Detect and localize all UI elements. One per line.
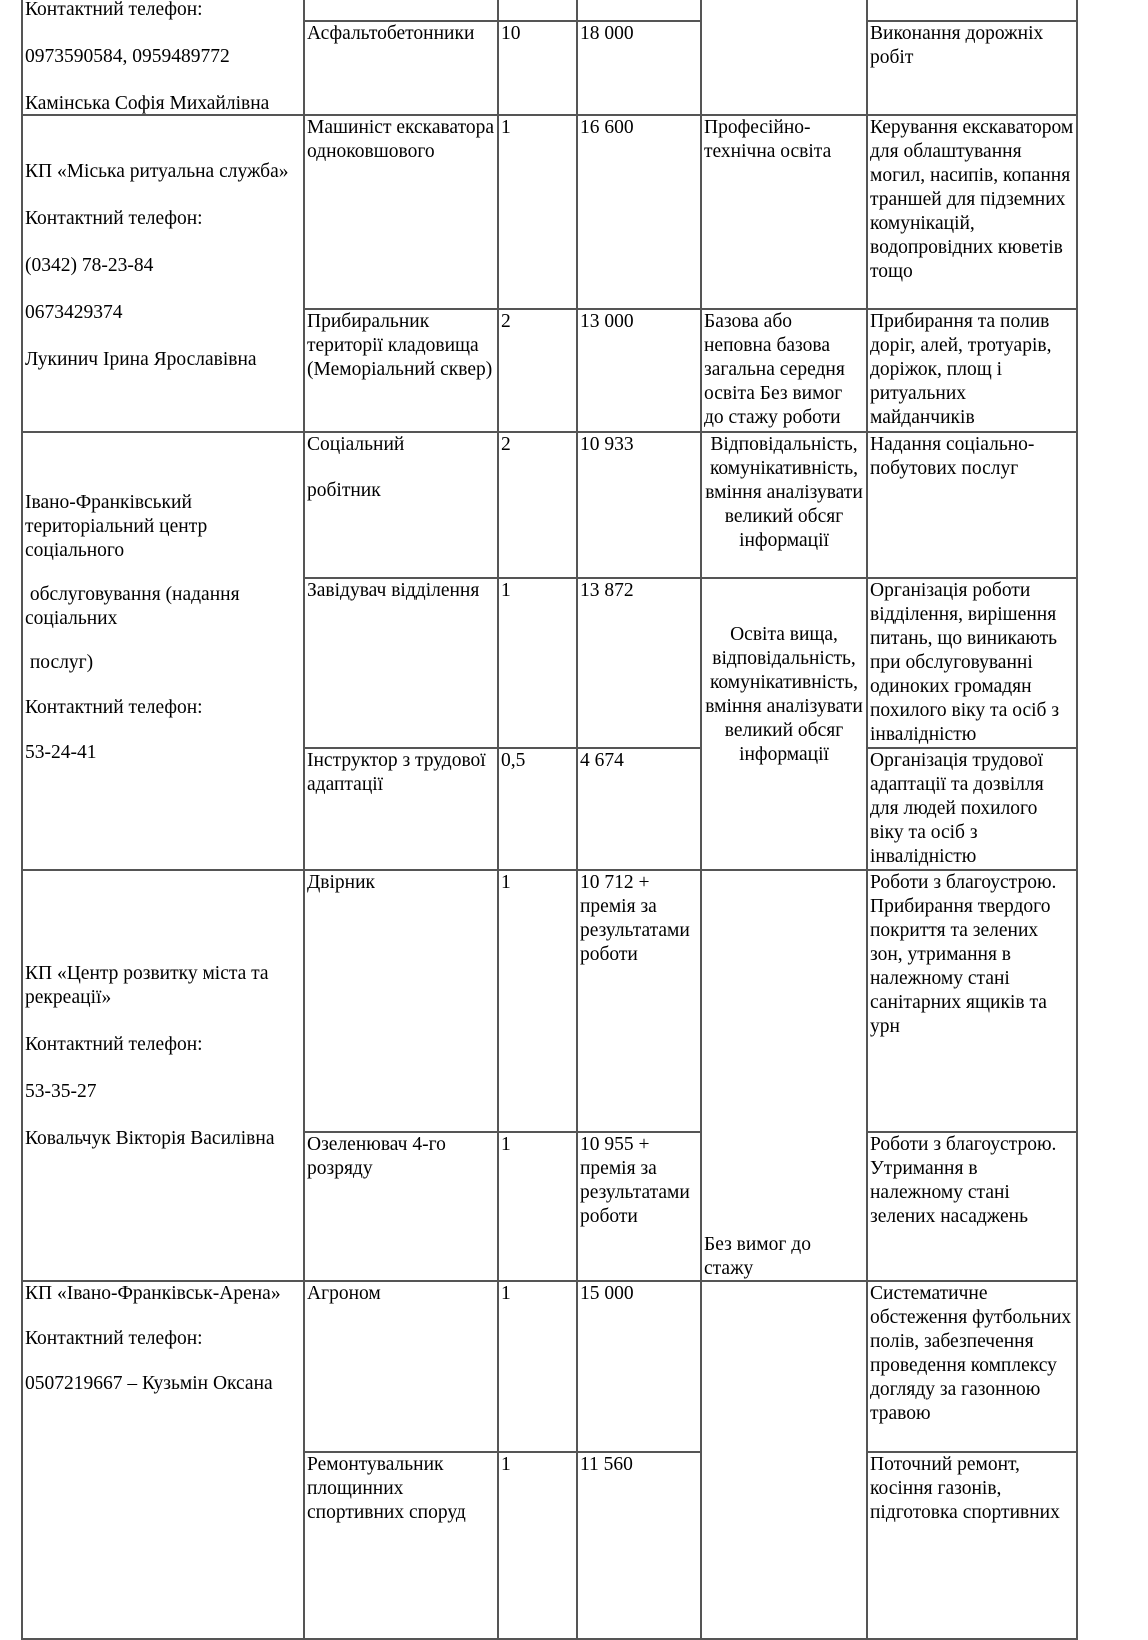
cell-fragment [497, 0, 578, 22]
requirements-cell [700, 577, 868, 871]
count-cell [497, 1131, 578, 1282]
salary-cell [576, 114, 702, 310]
cell-fragment [866, 0, 1078, 22]
duties-cell [866, 577, 1078, 749]
count-cell [497, 431, 578, 579]
org-line: Контактний телефон: [25, 1034, 203, 1055]
requirements-cell [700, 114, 868, 310]
requirements: Освіта вища, відповідальність, комунікативність, вміння аналізувати великий обсяг інформації [705, 624, 863, 765]
job-title-cell [303, 1451, 499, 1640]
cell-fragment [303, 0, 499, 22]
requirements: Без вимог до стажу [704, 1234, 811, 1279]
requirements: Відповідальність, комунікативність, вміння аналізувати великий обсяг інформації [705, 434, 863, 551]
job-title-cell [303, 114, 499, 310]
salary-cell [576, 308, 702, 433]
org-line: КП «Центр розвитку міста та рекреації» [25, 963, 269, 1008]
job-title: робітник [307, 480, 381, 501]
count-cell [497, 1280, 578, 1453]
duties-cell [866, 1451, 1078, 1640]
salary: 10 933 [580, 434, 634, 455]
salary-cell [576, 577, 702, 749]
salary-cell [576, 1131, 702, 1282]
org-line: КП «Міська ритуальна служба» [25, 161, 289, 182]
org-line: Ковальчук Вікторія Василівна [25, 1128, 275, 1149]
salary: 10 955 + премія за результатами роботи [580, 1134, 690, 1227]
duties-cell [866, 20, 1078, 116]
org-cell-asphalt [21, 0, 305, 116]
org-line: Камінська Софія Михайлівна [25, 93, 270, 114]
salary: 13 000 [580, 311, 634, 332]
salary-cell [576, 747, 702, 871]
salary: 11 560 [580, 1454, 633, 1475]
org-line: послуг) [25, 652, 94, 673]
salary: 18 000 [580, 23, 634, 44]
org-cell-city-dev [21, 869, 305, 1282]
duties: Виконання дорожніх робіт [870, 23, 1044, 68]
duties: Поточний ремонт, косіння газонів, підготовка спортивних [870, 1454, 1060, 1523]
vacancy-count: 1 [501, 117, 511, 138]
salary: 13 872 [580, 580, 634, 601]
org-line: 53-35-27 [25, 1081, 97, 1102]
duties-cell [866, 308, 1078, 433]
job-title-cell [303, 1131, 499, 1282]
salary-cell [576, 20, 702, 116]
org-line: Контактний телефон: [25, 697, 203, 718]
job-title: Двірник [307, 872, 376, 893]
vacancy-count: 10 [501, 23, 521, 44]
requirements-cell [700, 869, 868, 1282]
duties-cell [866, 431, 1078, 579]
salary: 10 712 + премія за результатами роботи [580, 872, 690, 965]
duties-cell [866, 1280, 1078, 1453]
org-line: 0507219667 – Кузьмін Оксана [25, 1373, 273, 1394]
duties-cell [866, 114, 1078, 310]
duties: Роботи з благоустрою. Утримання в належному стані зелених насаджень [870, 1134, 1057, 1227]
salary: 15 000 [580, 1283, 634, 1304]
job-title-cell [303, 747, 499, 871]
vacancy-count: 0,5 [501, 750, 526, 771]
org-cell-ritual [21, 114, 305, 433]
requirements: Професійно-технічна освіта [704, 117, 832, 162]
job-title: Ремонтувальник площинних спортивних споруд [307, 1454, 466, 1523]
org-line: (0342) 78-23-84 [25, 255, 154, 276]
duties: Прибирання та полив доріг, алей, тротуарів, доріжок, площ і ритуальних майданчиків [870, 311, 1052, 428]
duties: Керування екскаватором для облаштування могил, насипів, копання траншей для підземних комунікацій, водопровідних кюветів тощо [870, 117, 1074, 282]
requirements-cell [700, 1280, 868, 1640]
count-cell [497, 20, 578, 116]
requirements-cell [700, 431, 868, 579]
duties: Надання соціально-побутових послуг [870, 434, 1035, 479]
job-title-cell [303, 431, 499, 579]
job-title-cell [303, 1280, 499, 1453]
org-line: Контактний телефон: [25, 1328, 203, 1349]
salary-cell [576, 431, 702, 579]
count-cell [497, 577, 578, 749]
job-title: Завідувач відділення [307, 580, 480, 601]
vacancy-count: 1 [501, 1283, 511, 1304]
duties-cell [866, 1131, 1078, 1282]
duties-cell [866, 747, 1078, 871]
org-cell-arena [21, 1280, 305, 1640]
vacancy-count: 1 [501, 580, 511, 601]
job-title: Соціальний [307, 434, 405, 455]
count-cell [497, 114, 578, 310]
job-title: Машиніст екскаватора одноковшового [307, 117, 495, 162]
salary: 4 674 [580, 750, 624, 771]
job-title-cell [303, 869, 499, 1133]
job-title: Озеленювач 4-го розряду [307, 1134, 446, 1179]
job-title: Інструктор з трудової адаптації [307, 750, 486, 795]
duties-cell [866, 869, 1078, 1133]
cell-fragment [576, 0, 702, 22]
duties: Роботи з благоустрою. Прибирання твердого покриття та зелених зон, утримання в належному стані санітарних ящиків та урн [870, 872, 1057, 1037]
job-title-cell [303, 20, 499, 116]
vacancy-count: 1 [501, 1134, 511, 1155]
org-line: Контактний телефон: [25, 0, 203, 20]
job-title: Агроном [307, 1283, 381, 1304]
org-line: Контактний телефон: [25, 208, 203, 229]
org-line: 0673429374 [25, 302, 123, 323]
duties: Систематичне обстеження футбольних полів, забезпечення проведення комплексу догляду за газонною травою [870, 1283, 1072, 1424]
requirements: Базова або неповна базова загальна середня освіта Без вимог до стажу роботи [704, 311, 845, 428]
org-line: Лукинич Ірина Ярославівна [25, 349, 257, 370]
job-title-cell [303, 577, 499, 749]
duties: Організація роботи відділення, вирішення питань, що виникають при обслуговуванні одиноких громадян похилого віку та осіб з інвалідністю [870, 580, 1060, 745]
count-cell [497, 869, 578, 1133]
salary-cell [576, 869, 702, 1133]
count-cell [497, 308, 578, 433]
job-title: Прибиральник території кладовища (Меморіальний сквер) [307, 311, 493, 380]
org-cell-social-center [21, 431, 305, 871]
count-cell [497, 747, 578, 871]
org-line: 53-24-41 [25, 742, 97, 763]
requirements-cell [700, 0, 868, 116]
job-title: Асфальтобетонники [307, 23, 475, 44]
count-cell [497, 1451, 578, 1640]
vacancy-count: 1 [501, 1454, 511, 1475]
vacancy-count: 1 [501, 872, 511, 893]
salary-cell [576, 1451, 702, 1640]
job-title-cell [303, 308, 499, 433]
vacancy-count: 2 [501, 311, 511, 332]
org-line: 0973590584, 0959489772 [25, 46, 230, 67]
org-line: обслуговування (надання соціальних [25, 584, 245, 629]
vacancy-count: 2 [501, 434, 511, 455]
org-line: КП «Івано-Франківськ-Арена» [25, 1283, 281, 1304]
org-line: Івано-Франківський територіальний центр соціального [25, 492, 208, 561]
salary: 16 600 [580, 117, 634, 138]
duties: Організація трудової адаптації та дозвілля для людей похилого віку та осіб з інвалідністю [870, 750, 1044, 867]
salary-cell [576, 1280, 702, 1453]
requirements-cell [700, 308, 868, 433]
